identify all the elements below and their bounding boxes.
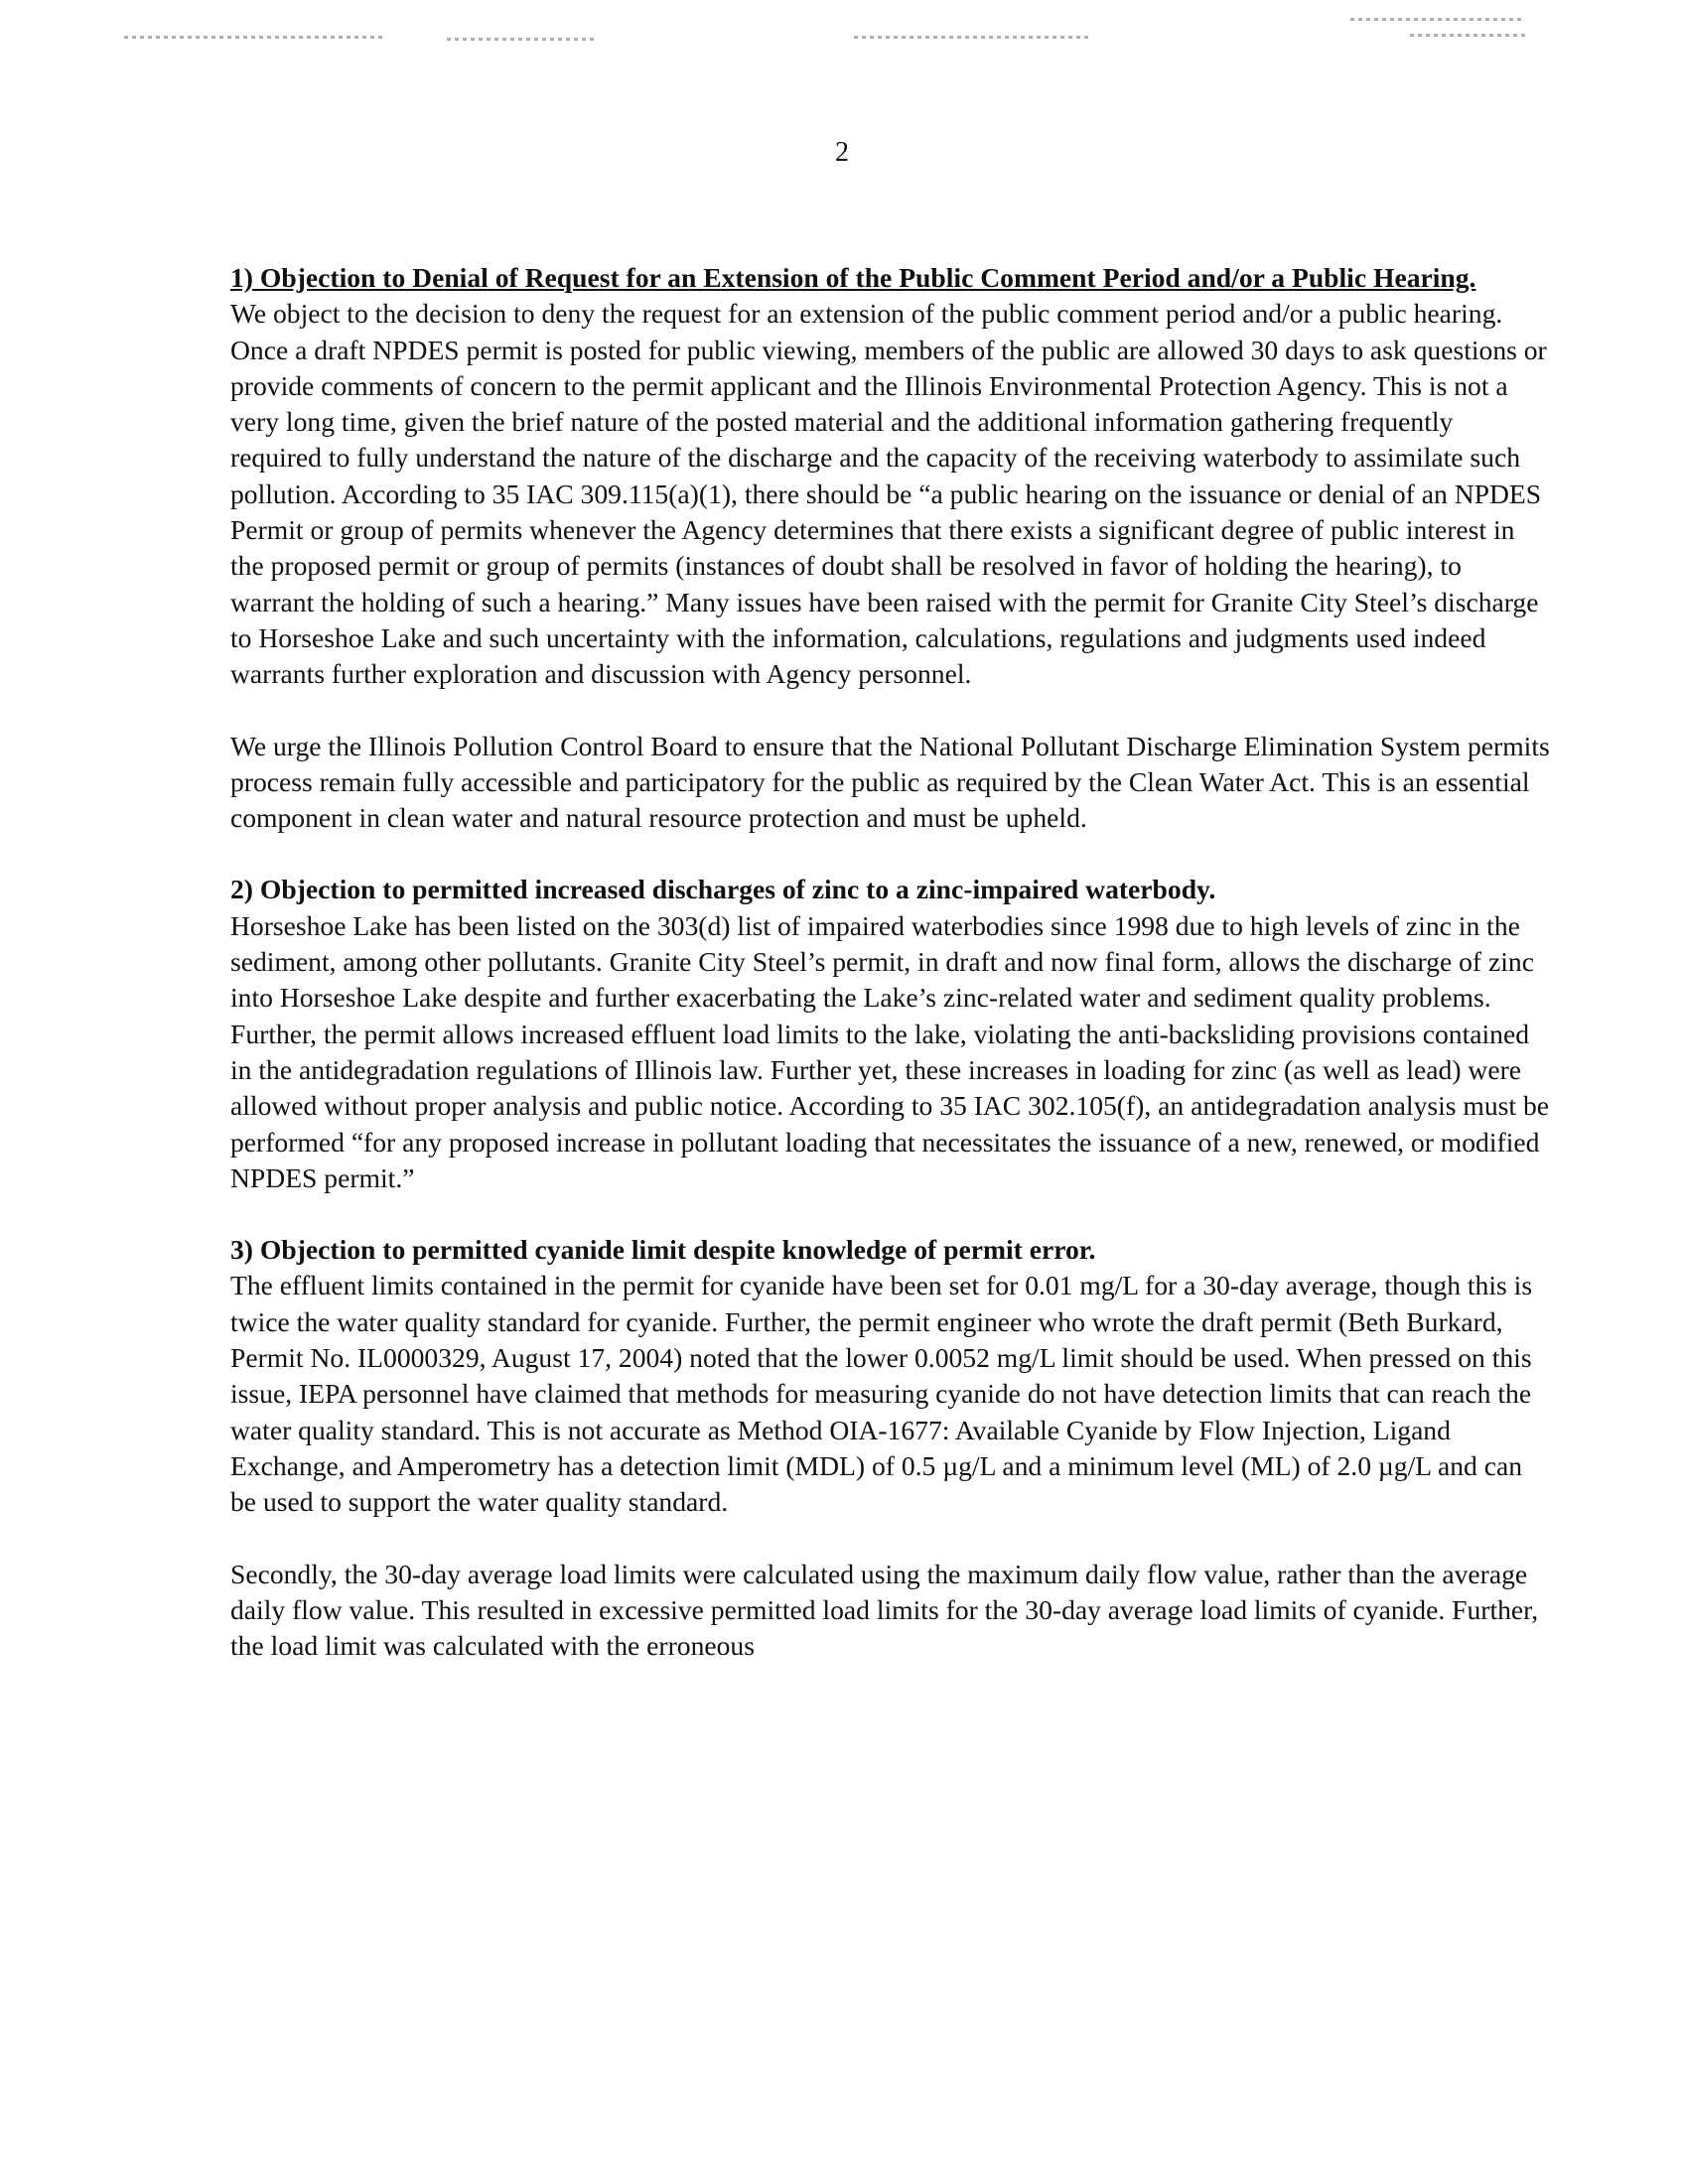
paragraph: Secondly, the 30-day average load limits were calculated using the maximum daily flow value, rather than the average daily flow value. This resulted in excessive permitted load limits for the 30-day average load limits of cyanide. Further, the load limit was calculated with the erroneous bbox=[230, 1558, 1539, 1662]
fax-header-artifact bbox=[0, 14, 1684, 54]
section-heading: 3) Objection to permitted cyanide limit despite knowledge of permit error. bbox=[230, 1234, 1096, 1266]
paragraph: We urge the Illinois Pollution Control Board to ensure that the National Pollutant Discharge Elimination System permits process remain fully accessible and participatory for the public as required by the Clean Water Act. This is an essential component in clean water and natural resource protection and must be upheld. bbox=[230, 730, 1550, 834]
fax-mark bbox=[124, 36, 382, 39]
fax-mark bbox=[1350, 18, 1524, 21]
section-public-hearing bbox=[230, 260, 1551, 836]
section-cyanide-limit bbox=[230, 1232, 1551, 1664]
page-number: 2 bbox=[835, 137, 849, 168]
document-body bbox=[230, 260, 1551, 1700]
fax-mark bbox=[447, 38, 596, 41]
fax-mark bbox=[854, 36, 1092, 39]
paragraph: The effluent limits contained in the permit for cyanide have been set for 0.01 mg/L for a 30-day average, though this is twice the water quality standard for cyanide. Further, the permit engineer who wrote the draft permit (Beth Burkard, Permit No. IL0000329, August 17, 2004) noted that the lower 0.0052 mg/L limit should be used. When pressed on this issue, IEPA personnel have claimed that methods for measuring cyanide do not have detection limits that can reach the water quality standard. This is not accurate as Method OIA-1677: Available Cyanide by Flow Injection, Ligand Exchange, and Amperometry has a detection limit (MDL) of 0.5 µg/L and a minimum level (ML) of 2.0 µg/L and can be used to support the water quality standard. bbox=[230, 1270, 1533, 1518]
section-zinc-discharge bbox=[230, 872, 1551, 1196]
section-heading: 1) Objection to Denial of Request for an Extension of the Public Comment Period and/or a Public Hearing. bbox=[230, 262, 1476, 293]
paragraph: Horseshoe Lake has been listed on the 303(d) list of impaired waterbodies since 1998 due to high levels of zinc in the sediment, among other pollutants. Granite City Steel’s permit, in draft and now final form, allows the discharge of zinc into Horseshoe Lake despite and further exacerbating the Lake’s zinc-related water and sediment quality problems. Further, the permit allows increased effluent load limits to the lake, violating the anti-backsliding provisions contained in the antidegradation regulations of Illinois law. Further yet, these increases in loading for zinc (as well as lead) were allowed without proper analysis and public notice. According to 35 IAC 302.105(f), an antidegradation analysis must be performed “for any proposed increase in pollutant loading that necessitates the issuance of a new, renewed, or modified NPDES permit.” bbox=[230, 909, 1550, 1193]
paragraph-spacer bbox=[230, 693, 1551, 729]
fax-mark bbox=[1410, 34, 1529, 37]
paragraph: We object to the decision to deny the request for an extension of the public comment period and/or a public hearing. Once a draft NPDES permit is posted for public viewing, members of the public are allowed 30 days to ask questions or provide comments of concern to the permit applicant and the Illinois Environmental Protection Agency. This is not a very long time, given the brief nature of the posted material and the additional information gathering frequently required to fully understand the nature of the discharge and the capacity of the receiving waterbody to assimilate such pollution. According to 35 IAC 309.115(a)(1), there should be “a public hearing on the issuance or denial of an NPDES Permit or group of permits whenever the Agency determines that there exists a significant degree of public interest in the proposed permit or group of permits (instances of doubt shall be resolved in favor of holding the hearing), to warrant the holding of such a hearing.” Many issues have been raised with the permit for Granite City Steel’s discharge to Horseshoe Lake and such uncertainty with the information, calculations, regulations and judgments used indeed warrants further exploration and discussion with Agency personnel. bbox=[230, 298, 1547, 690]
section-heading: 2) Objection to permitted increased discharges of zinc to a zinc-impaired waterbody. bbox=[230, 874, 1216, 905]
paragraph-spacer bbox=[230, 1521, 1551, 1557]
